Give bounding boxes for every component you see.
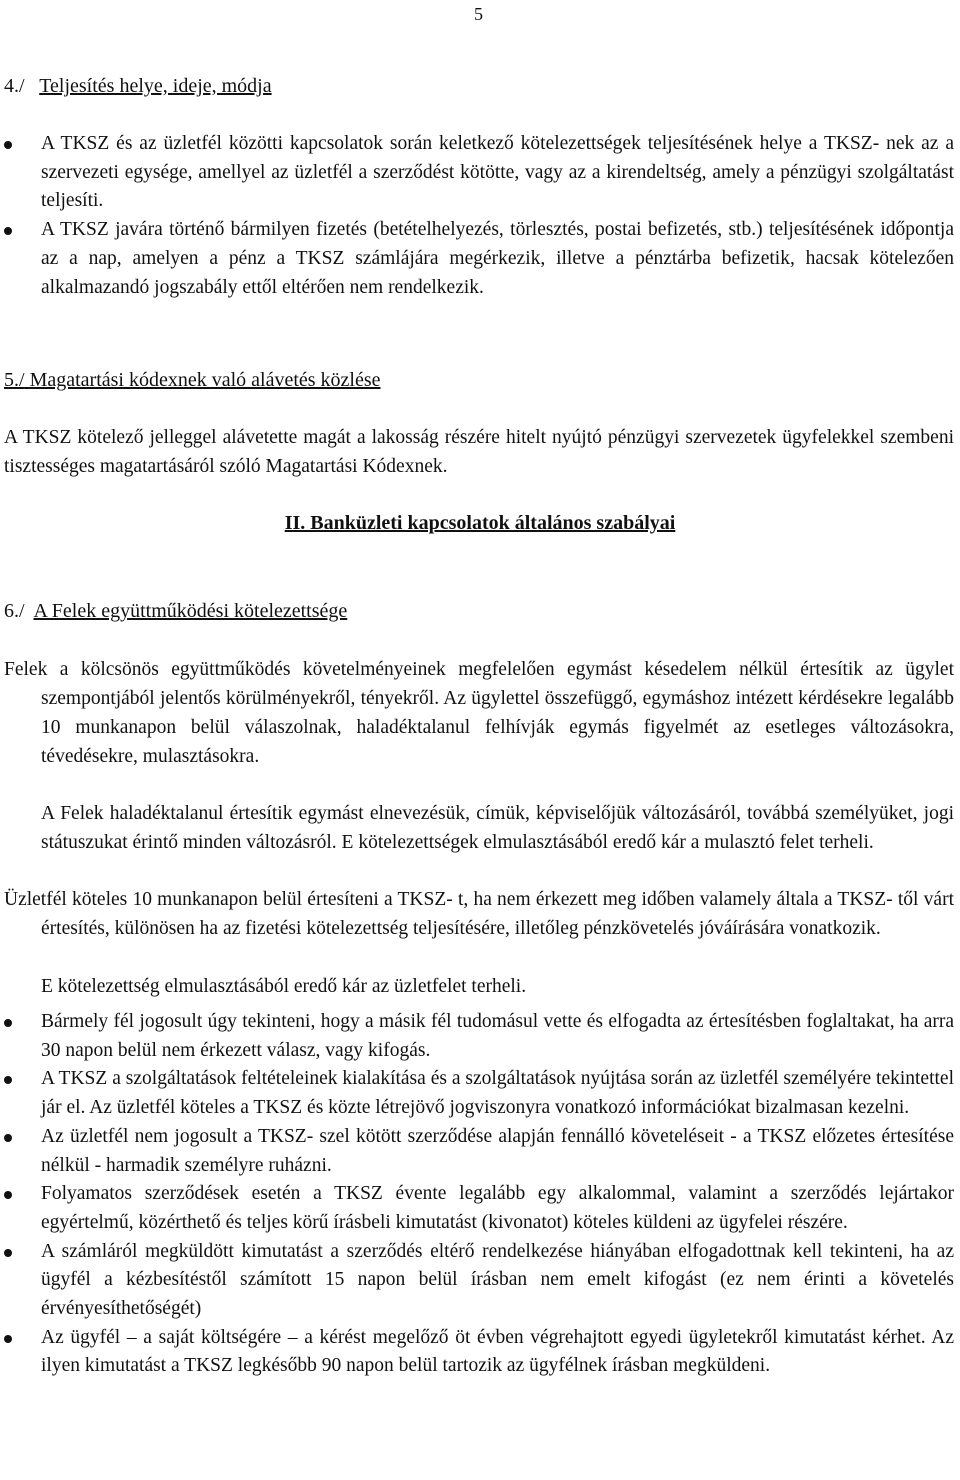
list-item: [0, 1238, 960, 1324]
section-4-title: Teljesítés helye, ideje, módja: [39, 75, 272, 97]
section-4-bullet-list: [0, 130, 960, 302]
chapter-2-title: II. Banküzleti kapcsolatok általános szabályai: [284, 512, 676, 534]
bullet-icon: [4, 1335, 12, 1343]
section-6-bullet-list: [0, 1008, 960, 1381]
list-item-text: A TKSZ a szolgáltatások feltételeinek kialakítása és a szolgáltatások nyújtása során az üzletfél személyére tekintettel jár el. Az üzletfél köteles a TKSZ és közte létrejövő jogviszonyra vonatkozó információkat bizalmasan kezelni.: [41, 1068, 954, 1119]
list-item-text: Az üzletfél nem jogosult a TKSZ- szel kötött szerződése alapján fennálló követeléseit - a TKSZ előzetes értesítése nélkül - harmadik személyre ruházni.: [41, 1125, 954, 1176]
bullet-icon: [4, 1019, 12, 1027]
section-5-text: A TKSZ kötelező jelleggel alávetette magát a lakosság részére hitelt nyújtó pénzügyi szervezetek ügyfelekkel szembeni tisztességes magatartásáról szóló Magatartási Kódexnek.: [4, 427, 954, 477]
page-number: 5: [474, 4, 483, 24]
list-item-text: A TKSZ és az üzletfél közötti kapcsolatok során keletkező kötelezettségek teljesítésének helye a TKSZ- nek az a szervezeti egysége, amellyel az üzletfél a szerződést kötötte, vagy az a kirendeltség, amely a pénzügyi szolgáltatást teljesíti.: [41, 133, 954, 212]
list-item: [0, 1008, 960, 1065]
section-6-paragraph-4: E kötelezettség elmulasztásából eredő kár az üzletfelet terheli.: [41, 976, 527, 997]
section-6-paragraph-3: Üzletfél köteles 10 munkanapon belül értesíteni a TKSZ- t, ha nem érkezett meg időben valamely általa a TKSZ- től várt értesítés, különösen ha az fizetési kötelezettség teljesítésére, illetőleg pénzkövetelés jóváírására vonatkozik.: [4, 889, 954, 939]
list-item: [0, 1180, 960, 1237]
bullet-icon: [4, 1134, 12, 1142]
list-item: [0, 130, 960, 216]
list-item: [0, 1123, 960, 1180]
list-item-text: Bármely fél jogosult úgy tekinteni, hogy a másik fél tudomásul vette és elfogadta az értesítésben foglaltakat, ha arra 30 napon belül nem érkezett válasz, vagy kifogás.: [41, 1011, 954, 1061]
list-item: [0, 1065, 960, 1122]
list-item-text: A TKSZ javára történő bármilyen fizetés (betételhelyezés, törlesztés, postai befizetés, stb.) teljesítésének időpontja az a nap, amelyen a pénz a TKSZ számlájára megérkezik, illetve a pénztárba befizetik, hacsak kötelezően alkalmazandó jogszabály ettől eltérően nem rendelkezik.: [41, 219, 954, 298]
bullet-icon: [4, 1249, 12, 1257]
section-5-heading: [4, 366, 381, 394]
list-item: [0, 216, 960, 302]
section-6-number: 6./: [4, 600, 25, 622]
bullet-icon: [4, 141, 12, 149]
list-item-text: Folyamatos szerződések esetén a TKSZ évente legalább egy alkalommal, valamint a szerződés lejártakor egyértelmű, közérthető és teljes körű írásbeli kimutatást (kivonatot) köteles küldeni az ügyfelei részére.: [41, 1183, 954, 1233]
section-6-paragraph-2: A Felek haladéktalanul értesítik egymást elnevezésük, címük, képviselőjük változásáról, továbbá személyüket, jogi státuszukat érintő minden változásról. E kötelezettségek elmulasztásából eredő kár a mulasztó felet terheli.: [41, 803, 954, 853]
section-5-number: 5./: [4, 369, 25, 391]
section-4-number: 4./: [4, 75, 25, 97]
section-6-paragraph-1: Felek a kölcsönös együttműködés követelményeinek megfelelően egymást késedelem nélkül értesítik az ügylet szempontjából jelentős körülményekről, tényekről. Az ügylettel összefüggő, egymáshoz intézett kérdésekre legalább 10 munkanapon belül válaszolnak, haladéktalanul felhívják egymás figyelmét az esetleges változásokra, tévedésekre, mulasztásokra.: [4, 659, 954, 767]
list-item: [0, 1324, 960, 1381]
list-item-text: Az ügyfél – a saját költségére – a kérést megelőző öt évben végrehajtott egyedi ügyletekről kimutatást kérhet. Az ilyen kimutatást a TKSZ legkésőbb 90 napon belül tartozik az ügyfélnek írásban megküldeni.: [41, 1326, 954, 1377]
section-6-title: A Felek együttműködési kötelezettsége: [33, 600, 348, 622]
bullet-icon: [4, 1076, 12, 1084]
section-6-heading: [4, 597, 347, 625]
section-5-title: Magatartási kódexnek való alávetés közlése: [29, 369, 381, 391]
bullet-icon: [4, 1191, 12, 1199]
list-item-text: A számláról megküldött kimutatást a szerződés eltérő rendelkezése hiányában elfogadottnak kell tekinteni, ha az ügyfél a kézbesítéstől számított 15 napon belül írásban nem emelt kifogást (ez nem érinti a követelés érvényesíthetőségét): [41, 1240, 954, 1320]
section-4-heading: [4, 72, 272, 100]
bullet-icon: [4, 227, 12, 235]
